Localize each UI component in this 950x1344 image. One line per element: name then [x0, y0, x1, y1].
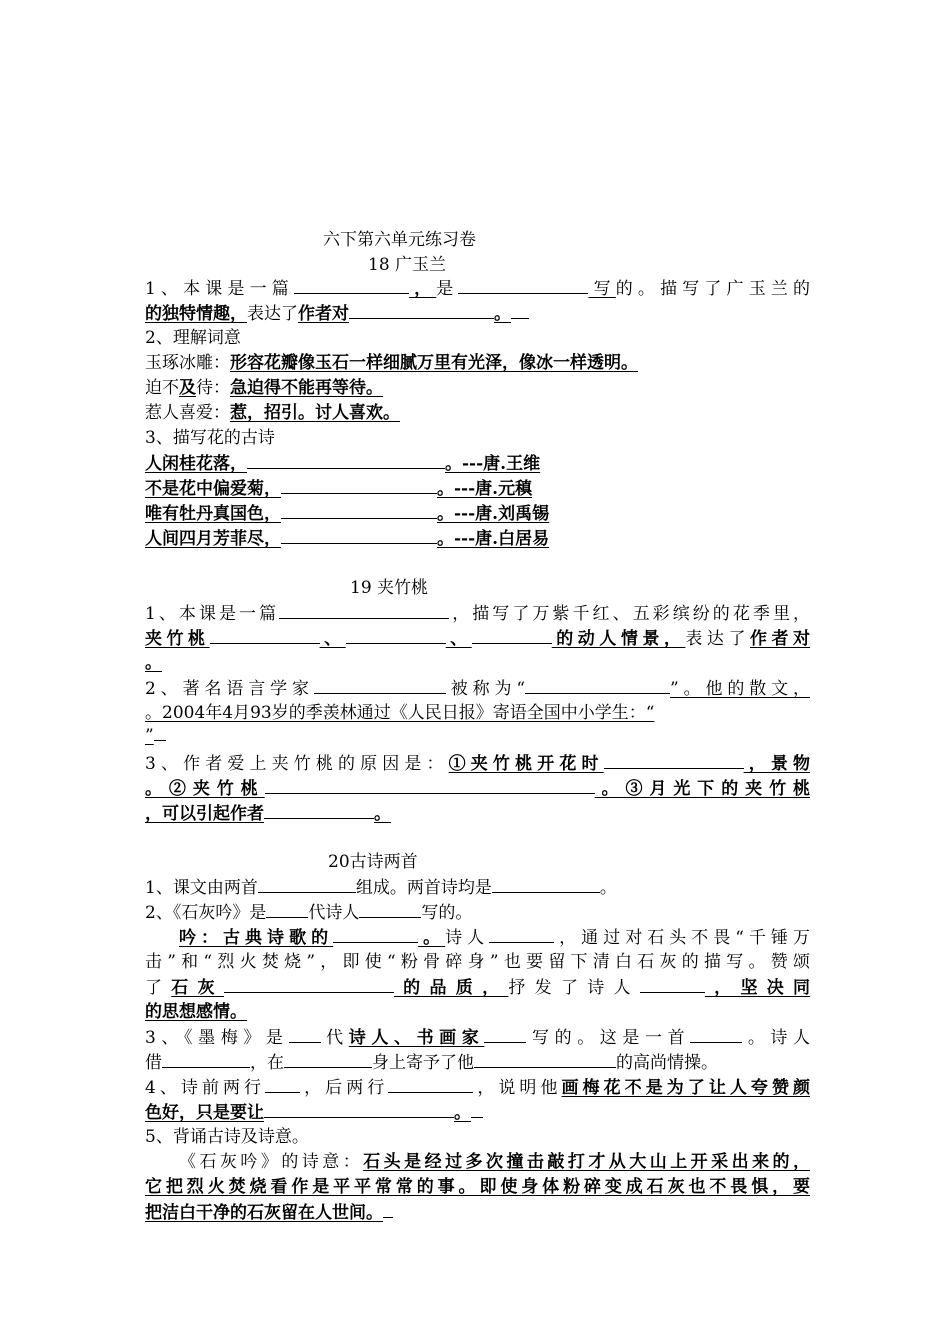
l18-q1-line2: 的独特情趣，表达了作者对 。 [145, 301, 810, 326]
answer-blank[interactable] [154, 723, 166, 741]
answer-blank[interactable] [640, 975, 705, 993]
l19-q1-line1: 1、本课是一篇 ，描写了万紫千红、五彩缤纷的花季里， [145, 601, 810, 626]
answer-blank[interactable] [264, 801, 374, 819]
l20-q1: 1、课文由两首 组成。两首诗均是 。 [145, 875, 810, 900]
l20-q2-line4: 了石灰 的品质，抒发了诗人 ，坚决同 [145, 975, 810, 1000]
answer-blank[interactable] [289, 1025, 321, 1043]
l20-q3-line2: 借 ，在 身上寄予了他 的高尚情操。 [145, 1050, 810, 1075]
l20-q2-line2: 吟：古典诗歌的 。诗人 ，通过对石头不畏“千锤万 [145, 925, 810, 950]
l18-word1: 玉琢冰雕：形容花瓣像玉石一样细腻万里有光泽，像冰一样透明。 [145, 353, 638, 373]
answer-blank[interactable] [690, 1025, 742, 1043]
answer-blank[interactable] [281, 476, 437, 494]
answer-blank[interactable] [247, 451, 445, 469]
l18-q3: 3、描写花的古诗 [145, 428, 275, 448]
answer-blank[interactable] [210, 626, 320, 644]
l19-q2-line3: ” [145, 723, 810, 748]
answer-blank[interactable] [346, 626, 446, 644]
answer-blank[interactable] [492, 875, 600, 893]
l20-q4-line2: 色好，只是要让 。 [145, 1100, 810, 1125]
poem-line-4: 人间四月芳菲尽， 。---唐.白居易 [145, 526, 810, 551]
l19-q3-line2: 。②夹竹桃 。③月光下的夹竹桃 [145, 776, 810, 801]
answer-blank[interactable] [294, 276, 409, 294]
answer-blank[interactable] [484, 1025, 526, 1043]
lesson-19-heading: 19 夹竹桃 [350, 578, 429, 598]
answer-blank[interactable] [511, 301, 529, 319]
lesson-20-heading: 20古诗两首 [328, 852, 418, 872]
l20-q2-line5: 的思想感情。 [145, 1002, 247, 1022]
l20-q4-line1: 4、诗前两行 ，后两行 ，说明他画梅花不是为了让人夸赞颜 [145, 1075, 810, 1100]
answer-blank[interactable] [474, 1050, 616, 1068]
answer-blank[interactable] [489, 925, 554, 943]
answer-blank[interactable] [265, 1075, 300, 1093]
answer-blank[interactable] [525, 676, 670, 694]
answer-blank[interactable] [359, 900, 421, 918]
answer-blank[interactable] [458, 276, 588, 294]
l19-q2-line2: 。2004年4月93岁的季羡林通过《人民日报》寄语全国中小学生：“ [145, 703, 655, 723]
l19-q3-line1: 3、作者爱上夹竹桃的原因是：①夹竹桃开花时 ，景物 [145, 751, 810, 776]
answer-blank[interactable] [333, 925, 418, 943]
answer-blank[interactable] [258, 875, 356, 893]
l20-q3-line1: 3、《墨梅》是 代诗人、书画家 写的。这是一首 。诗人 [145, 1025, 810, 1050]
answer-blank[interactable] [472, 626, 552, 644]
lesson-18-heading: 18 广玉兰 [368, 255, 447, 275]
l18-word3: 惹人喜爱：惹，招引。讨人喜欢。 [145, 403, 400, 423]
l19-q2-line1: 2、著名语言学家 被称为“ ”。他的散文， [145, 676, 810, 701]
l20-q2-line3: 击”和“烈火焚烧”，即使“粉骨碎身”也要留下清白石灰的描写。赞颂 [145, 952, 810, 972]
answer-blank[interactable] [281, 526, 437, 544]
poem-line-2: 不是花中偏爱菊， 。---唐.元稹 [145, 476, 810, 501]
l18-q1-line1: 1、本课是一篇 ，是 写的。描写了广玉兰的 [145, 276, 810, 301]
l18-q2: 2、理解词意 [145, 328, 241, 348]
answer-blank[interactable] [264, 1100, 454, 1118]
answer-blank[interactable] [314, 676, 446, 694]
answer-blank[interactable] [224, 975, 394, 993]
answer-blank[interactable] [266, 900, 308, 918]
l20-q2-line1: 2、《石灰吟》是 代诗人 写的。 [145, 900, 810, 925]
answer-blank[interactable] [349, 301, 494, 319]
answer-blank[interactable] [383, 1200, 393, 1218]
answer-blank[interactable] [279, 601, 449, 619]
answer-blank[interactable] [281, 501, 437, 519]
l20-q5: 5、背诵古诗及诗意。 [145, 1127, 309, 1147]
l18-word2: 迫不及待：急迫得不能再等待。 [145, 378, 383, 398]
poem-line-1: 人闲桂花落， 。---唐.王维 [145, 451, 810, 476]
page-title: 六下第六单元练习卷 [323, 230, 476, 250]
answer-blank[interactable] [471, 1100, 483, 1118]
answer-blank[interactable] [604, 751, 744, 769]
l19-q1-line2: 夹竹桃 、 、 的动人情景，表达了作者对 [145, 626, 810, 651]
poem-line-3: 唯有牡丹真国色， 。---唐.刘禹锡 [145, 501, 810, 526]
l19-q1-line3: 。 [145, 653, 162, 673]
meaning-line-1: 《石灰吟》的诗意：石头是经过多次撞击敲打才从大山上开采出来的， [179, 1152, 811, 1172]
l19-q3-line3: ，可以引起作者 。 [145, 801, 810, 826]
answer-blank[interactable] [284, 1050, 372, 1068]
answer-blank[interactable] [265, 776, 595, 794]
meaning-line-3: 把洁白干净的石灰留在人世间。 [145, 1200, 810, 1225]
answer-blank[interactable] [162, 1050, 250, 1068]
meaning-line-2: 它把烈火焚烧看作是平平常常的事。即使身体粉碎变成石灰也不畏惧，要 [145, 1177, 810, 1197]
answer-blank[interactable] [388, 1075, 473, 1093]
